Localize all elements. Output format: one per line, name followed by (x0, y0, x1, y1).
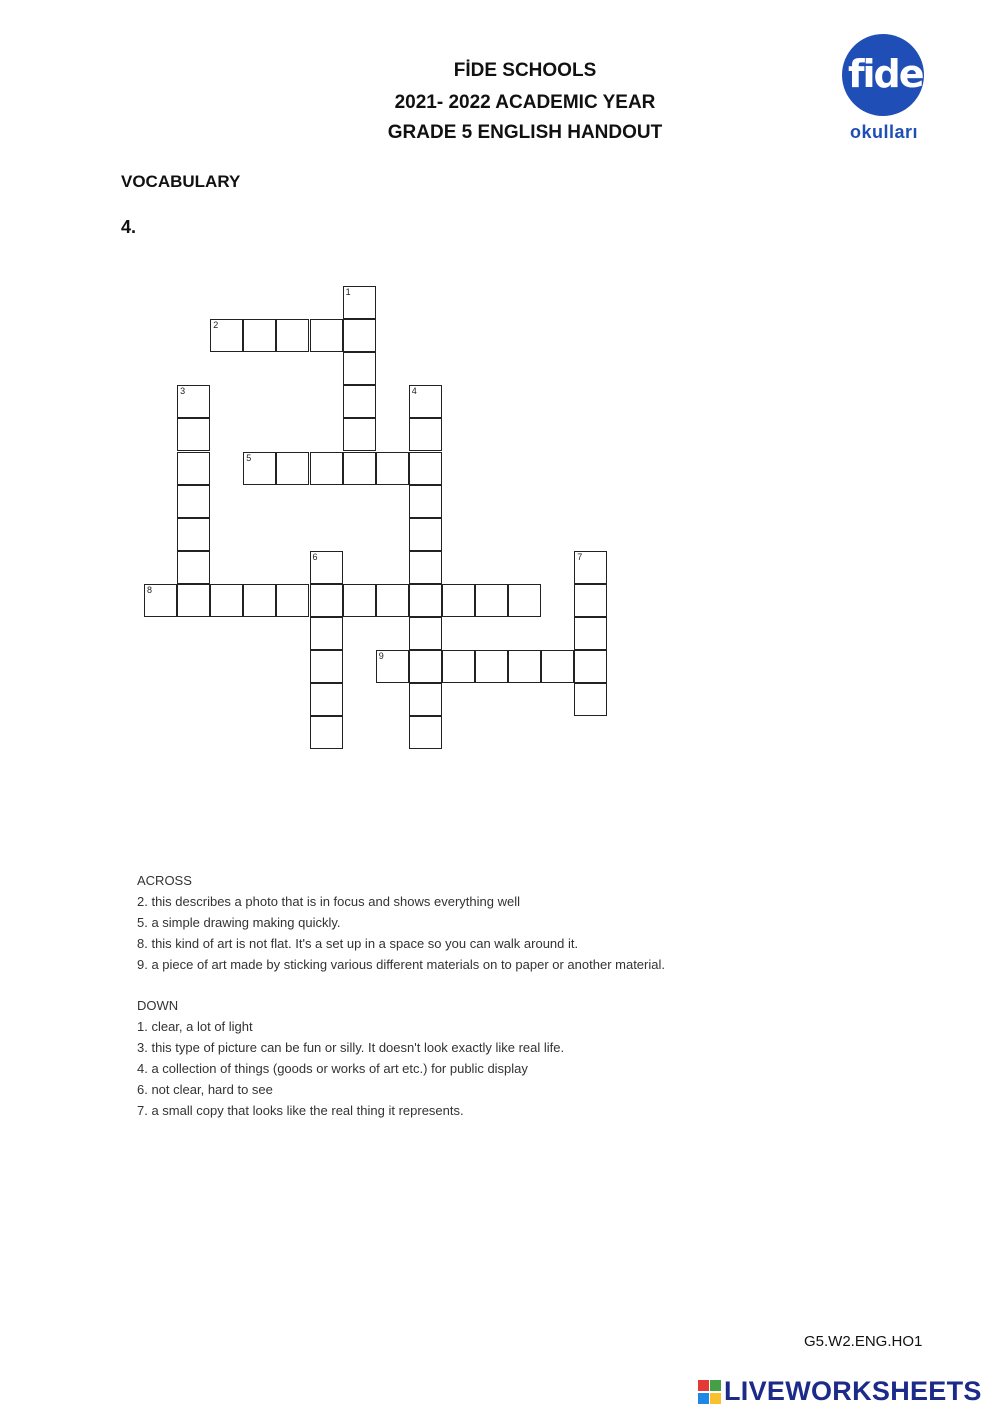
down-heading: DOWN (137, 998, 179, 1013)
across-clue-5: 5. a simple drawing making quickly. (137, 915, 341, 930)
clue-number: 4 (411, 386, 417, 397)
crossword-cell[interactable] (310, 319, 343, 352)
section-title: VOCABULARY (121, 172, 241, 191)
liveworksheets-wordmark: LIVEWORKSHEETS (724, 1376, 982, 1406)
crossword-cell[interactable] (574, 650, 607, 683)
clue-number: 3 (180, 386, 186, 397)
crossword-cell[interactable] (343, 584, 376, 617)
crossword-cell[interactable] (310, 617, 343, 650)
crossword-cell[interactable] (343, 418, 376, 451)
crossword-cell[interactable] (409, 518, 442, 551)
across-clue-8: 8. this kind of art is not flat. It's a set up in a space so you can walk around it. (137, 936, 579, 951)
crossword-cell[interactable] (475, 584, 508, 617)
crossword-cell[interactable] (310, 584, 343, 617)
crossword-cell[interactable] (409, 418, 442, 451)
crossword-cell[interactable] (442, 650, 475, 683)
clue-number: 1 (345, 287, 351, 297)
logo-word: fide (848, 52, 923, 96)
academic-year: 2021- 2022 ACADEMIC YEAR (394, 92, 656, 113)
crossword-cell[interactable] (376, 650, 409, 683)
crossword-cell[interactable] (310, 551, 343, 584)
crossword-cell[interactable] (177, 418, 210, 451)
handout-title: GRADE 5 ENGLISH HANDOUT (387, 122, 663, 143)
crossword-cell[interactable] (310, 650, 343, 683)
crossword-cell[interactable] (243, 584, 276, 617)
clue-number: 8 (147, 584, 153, 595)
crossword-cell[interactable] (508, 584, 541, 617)
crossword-cell[interactable] (409, 716, 442, 749)
crossword-cell[interactable] (276, 584, 309, 617)
crossword-cell[interactable] (177, 385, 210, 418)
crossword-cell[interactable] (243, 452, 276, 485)
document-code: G5.W2.ENG.HO1 (804, 1333, 923, 1350)
liveworksheets-icon (698, 1380, 722, 1406)
crossword-cell[interactable] (144, 584, 177, 617)
crossword-cell[interactable] (409, 551, 442, 584)
crossword-cell[interactable] (409, 650, 442, 683)
crossword-cell[interactable] (442, 584, 475, 617)
school-name: FİDE SCHOOLS (453, 60, 597, 81)
clue-number: 5 (246, 452, 252, 463)
crossword-cell[interactable] (409, 385, 442, 418)
crossword-cell[interactable] (310, 452, 343, 485)
crossword-cell[interactable] (177, 518, 210, 551)
crossword-cell[interactable] (177, 452, 210, 485)
crossword-cell[interactable] (409, 683, 442, 716)
crossword-cell[interactable] (409, 452, 442, 485)
down-clue-1: 1. clear, a lot of light (137, 1019, 253, 1034)
logo-subtitle: okulları (850, 122, 919, 142)
crossword-cell[interactable] (343, 319, 376, 352)
crossword-cell[interactable] (508, 650, 541, 683)
crossword-cell[interactable] (276, 319, 309, 352)
down-clue-3: 3. this type of picture can be fun or silly. It doesn't look exactly like real life. (137, 1040, 565, 1055)
down-clue-4: 4. a collection of things (goods or works of art etc.) for public display (137, 1061, 528, 1076)
crossword-cell[interactable] (310, 716, 343, 749)
clue-number: 9 (378, 651, 384, 662)
crossword-cell[interactable] (343, 385, 376, 418)
clue-number: 2 (213, 320, 219, 331)
crossword-cell[interactable] (343, 286, 376, 319)
crossword-cell[interactable] (475, 650, 508, 683)
crossword-cell[interactable] (574, 617, 607, 650)
crossword-cell[interactable] (574, 584, 607, 617)
clues-panel (137, 870, 665, 1121)
crossword-cell[interactable] (210, 319, 243, 352)
crossword-cell[interactable] (243, 319, 276, 352)
crossword-cell[interactable] (409, 617, 442, 650)
crossword-cell[interactable] (343, 452, 376, 485)
crossword-cell[interactable] (376, 452, 409, 485)
crossword-cell[interactable] (177, 551, 210, 584)
crossword-cell[interactable] (409, 584, 442, 617)
crossword-cell[interactable] (276, 452, 309, 485)
exercise-number: 4. (121, 217, 137, 237)
crossword-cell[interactable] (409, 485, 442, 518)
down-clue-6: 6. not clear, hard to see (137, 1082, 273, 1097)
crossword-cell[interactable] (541, 650, 574, 683)
crossword-cell[interactable] (343, 352, 376, 385)
crossword-cell[interactable] (376, 584, 409, 617)
clue-number: 6 (312, 551, 318, 562)
crossword-cell[interactable] (177, 584, 210, 617)
crossword-cell[interactable] (177, 485, 210, 518)
clue-number: 7 (577, 551, 583, 562)
crossword-cell[interactable] (574, 683, 607, 716)
across-heading: ACROSS (137, 873, 192, 888)
crossword-cell[interactable] (210, 584, 243, 617)
down-clue-7: 7. a small copy that looks like the real thing it represents. (137, 1103, 464, 1118)
crossword-cell[interactable] (310, 683, 343, 716)
crossword-cell[interactable] (574, 551, 607, 584)
across-clue-9: 9. a piece of art made by sticking various different materials on to paper or another material. (137, 957, 665, 972)
across-clue-2: 2. this describes a photo that is in focus and shows everything well (137, 894, 520, 909)
